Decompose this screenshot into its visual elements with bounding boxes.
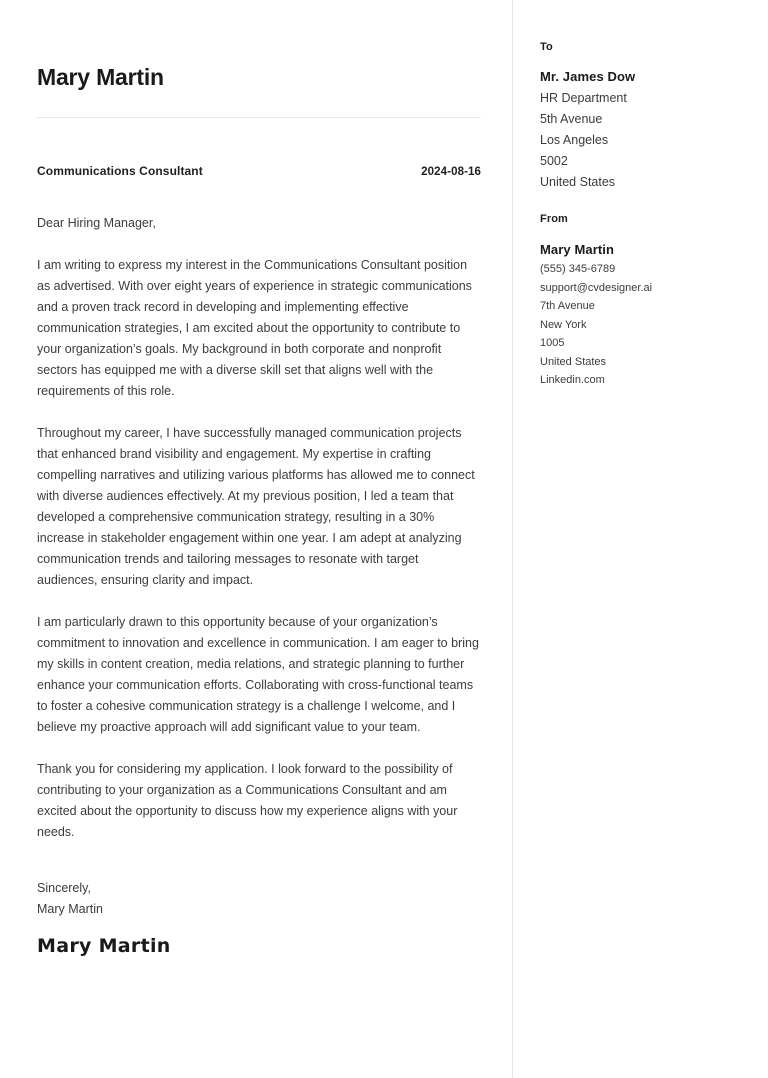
recipient-address-line: United States	[540, 175, 616, 189]
sender-address-line: 7th Avenue	[540, 300, 595, 312]
salutation: Dear Hiring Manager,	[37, 215, 156, 230]
body-paragraph: I am particularly drawn to this opportunity because of your organization’s commitment to innovation and excellence in communication. I am eager to bring my skills in content creation, media relations, and strategic planning to further enhance your communication efforts. Collaborating with cross-functional teams to foster a cohesive communication strategy is a challenge I welcome, and I believe my proactive approach will add significant value to your team.	[37, 614, 479, 734]
header-divider-rule	[37, 117, 481, 118]
letter-column	[37, 0, 481, 956]
sender-address-line: New York	[540, 318, 587, 331]
sender-contact-lines	[540, 260, 752, 390]
recipient-name: Mr. James Dow	[540, 69, 636, 84]
closing-name: Mary Martin	[37, 901, 103, 916]
closing-block	[37, 878, 481, 920]
signature: Mary Martin	[37, 934, 171, 957]
column-divider	[512, 0, 513, 1078]
sender-email: support@cvdesigner.ai	[540, 281, 653, 294]
sender-website: Linkedin.com	[540, 374, 605, 386]
recipient-block	[540, 0, 752, 193]
recipient-label: To	[540, 41, 553, 53]
page-title: Mary Martin	[37, 64, 164, 90]
body-paragraph: I am writing to express my interest in the Communications Consultant position as advertised. With over eight years of experience in strategic communications and a proven track record in developing and implementing effective communication strategies, I am excited about the opportunity to contribute to your organization’s goals. My background in both corporate and nonprofit sectors has equipped me with a diverse skill set that aligns well with the requirements of this role.	[37, 257, 472, 398]
recipient-address-line: Los Angeles	[540, 133, 609, 147]
address-sidebar	[540, 0, 752, 390]
sender-address-line: 1005	[540, 337, 565, 349]
sender-block	[540, 213, 752, 390]
recipient-address-lines	[540, 88, 752, 193]
closing-valediction: Sincerely,	[37, 880, 91, 895]
recipient-address-line: HR Department	[540, 91, 627, 105]
body-paragraph: Throughout my career, I have successfully managed communication projects that enhanced brand visibility and engagement. My expertise in crafting compelling narratives and utilizing various platforms has allowed me to connect with diverse audiences effectively. At my previous position, I led a team that developed a comprehensive communication strategy, resulting in a 30% increase in stakeholder engagement within one year. I am adept at analyzing communication trends and tailoring messages to resonate with target audiences, ensuring clarity and impact.	[37, 425, 475, 587]
letter-date: 2024-08-16	[421, 165, 481, 178]
letter-meta-row	[37, 164, 481, 178]
recipient-address-line: 5002	[540, 154, 568, 168]
sender-label: From	[540, 213, 568, 225]
body-paragraph: Thank you for considering my application. I look forward to the possibility of contributing to your organization as a Communications Consultant and am excited about the opportunity to discuss how my experience aligns with your needs.	[37, 761, 458, 839]
sender-name: Mary Martin	[540, 242, 615, 257]
sender-address-line: United States	[540, 355, 607, 368]
job-title: Communications Consultant	[37, 163, 203, 178]
sender-phone: (555) 345-6789	[540, 263, 616, 275]
recipient-address-line: 5th Avenue	[540, 112, 603, 126]
